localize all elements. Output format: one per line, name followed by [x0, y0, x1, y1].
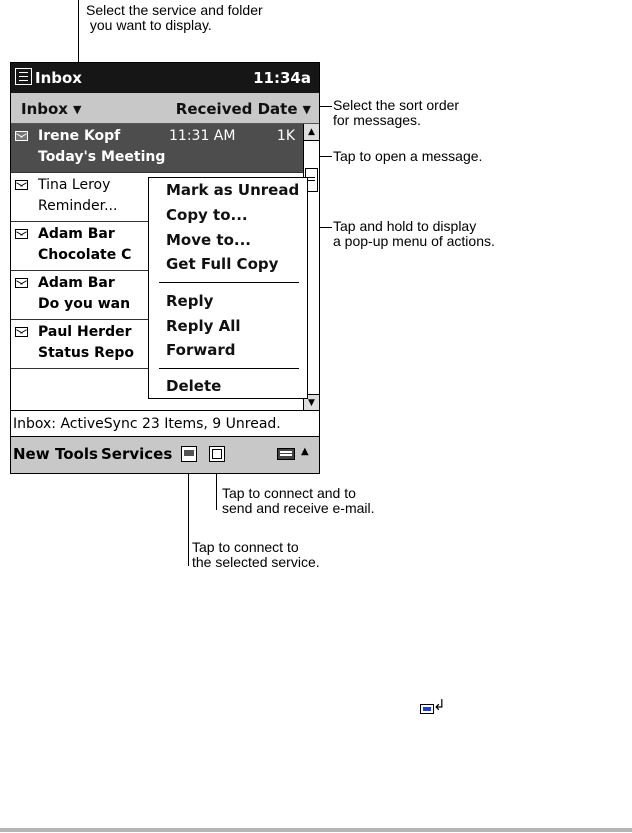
folder-label: Inbox	[21, 100, 68, 118]
scroll-down-button[interactable]: ▼	[304, 394, 319, 411]
menu-separator	[159, 282, 299, 283]
message-time: 11:31 AM	[169, 128, 236, 144]
callout-sort-order: Select the sort order for messages.	[333, 97, 460, 128]
message-sender: Paul Herder	[38, 324, 132, 340]
menu-item-mark-as-unread[interactable]: Mark as Unread	[166, 181, 300, 199]
status-bar	[11, 410, 319, 436]
callout-open-message: Tap to open a message.	[333, 148, 483, 164]
message-subject: Do you wan	[38, 296, 131, 312]
menu-item-copy-to[interactable]: Copy to...	[166, 206, 248, 224]
envelope-icon	[15, 327, 28, 337]
chevron-down-icon: ▼	[72, 103, 82, 116]
connect-icon[interactable]	[181, 446, 197, 462]
message-context-menu	[148, 177, 308, 399]
status-text: Inbox: ActiveSync 23 Items, 9 Unread.	[13, 416, 281, 432]
envelope-icon	[15, 278, 28, 288]
scroll-up-button[interactable]: ▲	[304, 124, 319, 141]
callout-connect-service: Tap to connect to the selected service.	[192, 539, 320, 570]
clock[interactable]: 11:34a	[253, 69, 311, 87]
keyboard-icon[interactable]	[277, 448, 295, 460]
sort-dropdown[interactable]	[176, 100, 311, 118]
menu-item-reply-all[interactable]: Reply All	[166, 317, 241, 335]
callout-select-service: Select the service and folder you want to display.	[86, 2, 263, 33]
menu-separator	[159, 368, 299, 369]
sort-bar	[11, 93, 319, 124]
start-menu-icon[interactable]	[15, 68, 32, 85]
page-bottom-rule	[0, 828, 632, 832]
message-size: 1K	[276, 128, 295, 144]
menu-new[interactable]: New	[13, 445, 50, 463]
connect-reference-icon	[420, 697, 446, 716]
title-bar	[11, 63, 319, 93]
send-receive-icon[interactable]	[209, 446, 225, 462]
envelope-icon	[15, 180, 28, 190]
leader-line-send-receive	[216, 470, 217, 510]
sort-label: Received Date	[175, 100, 298, 118]
arrow-icon: ↲	[433, 697, 446, 714]
message-subject: Today's Meeting	[38, 149, 166, 165]
message-sender: Adam Bar	[38, 226, 115, 242]
command-bar	[11, 436, 319, 473]
leader-line-connect-service	[188, 470, 189, 566]
message-sender: Tina Leroy	[38, 177, 111, 193]
menu-item-forward[interactable]: Forward	[166, 341, 236, 359]
message-sender: Adam Bar	[38, 275, 115, 291]
message-subject: Status Repo	[38, 345, 135, 361]
callout-send-receive: Tap to connect and to send and receive e-mail.	[222, 485, 375, 516]
menu-item-get-full-copy[interactable]: Get Full Copy	[166, 255, 279, 273]
message-subject: Reminder...	[38, 198, 118, 214]
message-sender: Irene Kopf	[38, 128, 121, 144]
menu-tools[interactable]: Tools	[55, 445, 98, 463]
menu-services[interactable]: Services	[101, 445, 173, 463]
chevron-down-icon: ▼	[302, 103, 311, 116]
menu-item-delete[interactable]: Delete	[166, 377, 222, 395]
app-title: Inbox	[35, 69, 82, 87]
envelope-icon	[15, 131, 28, 141]
input-panel-arrow-icon[interactable]: ▲	[301, 446, 309, 457]
pocket-pc-inbox-screen	[10, 62, 320, 474]
folder-dropdown[interactable]	[21, 100, 81, 118]
menu-item-move-to[interactable]: Move to...	[166, 231, 251, 249]
message-row[interactable]	[11, 124, 303, 173]
menu-item-reply[interactable]: Reply	[166, 292, 214, 310]
callout-popup-menu: Tap and hold to display a pop-up menu of actions.	[333, 218, 495, 249]
screen-box-icon	[420, 704, 434, 714]
message-subject: Chocolate C	[38, 247, 132, 263]
envelope-icon	[15, 229, 28, 239]
